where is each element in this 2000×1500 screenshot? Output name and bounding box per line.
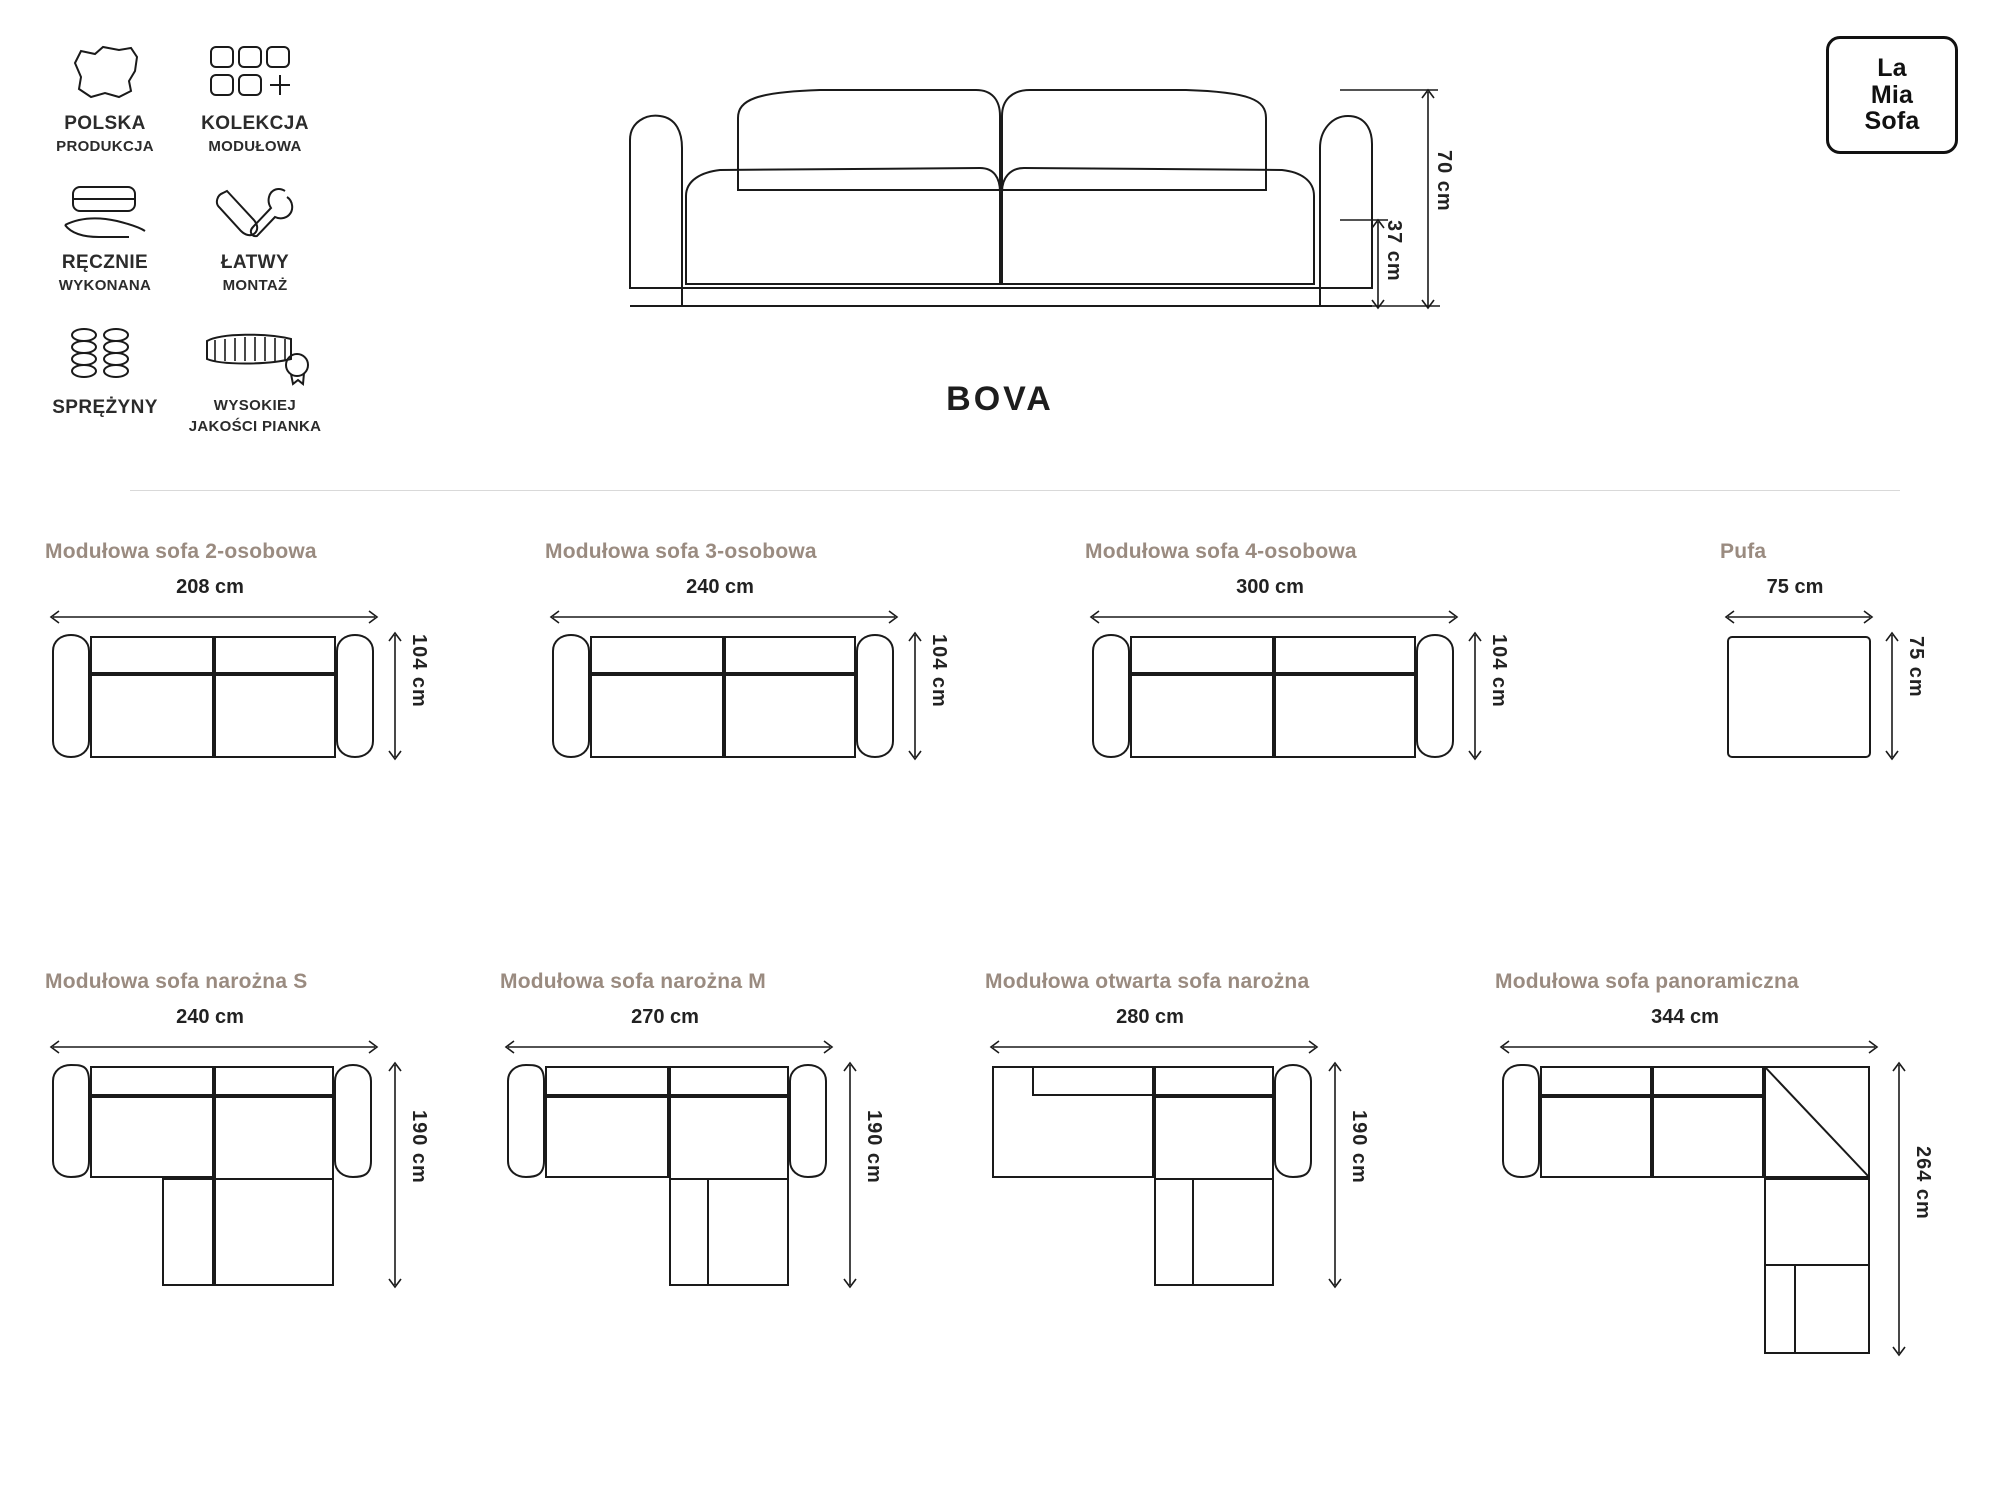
foam-roll-icon <box>195 314 315 398</box>
variant-depth-label: 264 cm <box>1912 1146 1934 1220</box>
variant-depth-label: 190 cm <box>863 1110 885 1184</box>
variant-title: Modułowa sofa 2-osobowa <box>45 540 317 563</box>
poland-map-icon <box>69 30 141 114</box>
feature-recznie-wykonana <box>30 169 180 294</box>
feature-label-main: RĘCZNIE <box>61 252 149 274</box>
variant-width-label: 270 cm <box>631 1006 699 1028</box>
feature-sprezyny <box>30 314 180 435</box>
variant-corner-m <box>500 970 900 1314</box>
feature-label-main: KOLEKCJA <box>201 113 309 134</box>
hero-dimension-lines <box>1340 70 1520 330</box>
feature-label-main: ŁATWY <box>220 252 290 274</box>
variant-title: Pufa <box>1720 540 1767 563</box>
variant-title: Modułowa sofa 3-osobowa <box>545 540 817 563</box>
feature-label-sub: MODUŁOWA <box>208 137 302 155</box>
feature-badges <box>30 30 350 435</box>
feature-label-sub: JAKOŚCI PIANKA <box>188 417 322 435</box>
variant-width-label: 75 cm <box>1766 576 1824 598</box>
hero-sofa-illustration <box>620 70 1380 330</box>
variant-depth-label: 190 cm <box>408 1110 430 1184</box>
feature-label-sub: PRODUKCJA <box>56 137 154 155</box>
tools-icon <box>213 169 297 253</box>
variant-depth-label: 75 cm <box>1905 636 1927 698</box>
variant-title: Modułowa sofa 4-osobowa <box>1085 540 1357 563</box>
feature-row-2 <box>30 169 350 294</box>
logo-line-2: Mia <box>1870 80 1914 109</box>
variant-width-label: 240 cm <box>686 576 754 598</box>
variant-sofa-3 <box>545 540 965 794</box>
variant-width-label: 240 cm <box>176 1006 244 1028</box>
feature-label-main: WYSOKIEJ <box>213 397 297 415</box>
feature-kolekcja-modulowa <box>180 30 330 155</box>
variant-title: Modułowa otwarta sofa narożna <box>985 970 1310 993</box>
variant-sofa-2 <box>45 540 445 794</box>
feature-label-main: SPRĘŻYNY <box>52 397 158 419</box>
variant-width-label: 344 cm <box>1651 1006 1719 1028</box>
feature-latwy-montaz <box>180 169 330 294</box>
feature-row-3 <box>30 314 350 435</box>
hand-sofa-icon <box>59 169 151 253</box>
page-title: BOVA <box>946 380 1054 418</box>
variant-corner-open <box>985 970 1385 1314</box>
variant-width-label: 300 cm <box>1236 576 1304 598</box>
feature-wysokiej-jakosci-pianka <box>180 314 330 435</box>
variant-title: Modułowa sofa narożna M <box>500 970 766 993</box>
hero-height-total-label: 70 cm <box>1433 150 1455 212</box>
variant-panoramic <box>1495 970 1955 1374</box>
feature-label-main: POLSKA <box>64 113 146 134</box>
modules-grid-icon <box>207 30 303 114</box>
variant-depth-label: 104 cm <box>1488 634 1510 708</box>
variant-title: Modułowa sofa narożna S <box>45 970 308 993</box>
variant-depth-label: 190 cm <box>1348 1110 1370 1184</box>
feature-label-sub: WYKONANA <box>58 277 152 295</box>
variant-row-2 <box>0 970 2000 1430</box>
section-divider <box>130 490 1900 491</box>
variant-title: Modułowa sofa panoramiczna <box>1495 970 1799 993</box>
variant-depth-label: 104 cm <box>408 634 430 708</box>
feature-row-1 <box>30 30 350 155</box>
variant-grid <box>0 540 2000 1430</box>
variant-depth-label: 104 cm <box>928 634 950 708</box>
feature-label-sub: MONTAŻ <box>222 277 288 295</box>
logo-line-1: La <box>1877 54 1907 83</box>
variant-width-label: 280 cm <box>1116 1006 1184 1028</box>
hero-height-seat-label: 37 cm <box>1383 220 1405 282</box>
feature-polska-produkcja <box>30 30 180 155</box>
logo-line-3: Sofa <box>1864 107 1920 136</box>
variant-pufa <box>1720 540 1950 794</box>
la-mia-sofa-logo <box>1826 36 1958 154</box>
variant-corner-s <box>45 970 445 1314</box>
variant-row-1 <box>0 540 2000 920</box>
springs-icon <box>66 314 144 398</box>
variant-sofa-4 <box>1085 540 1525 794</box>
variant-width-label: 208 cm <box>176 576 244 598</box>
